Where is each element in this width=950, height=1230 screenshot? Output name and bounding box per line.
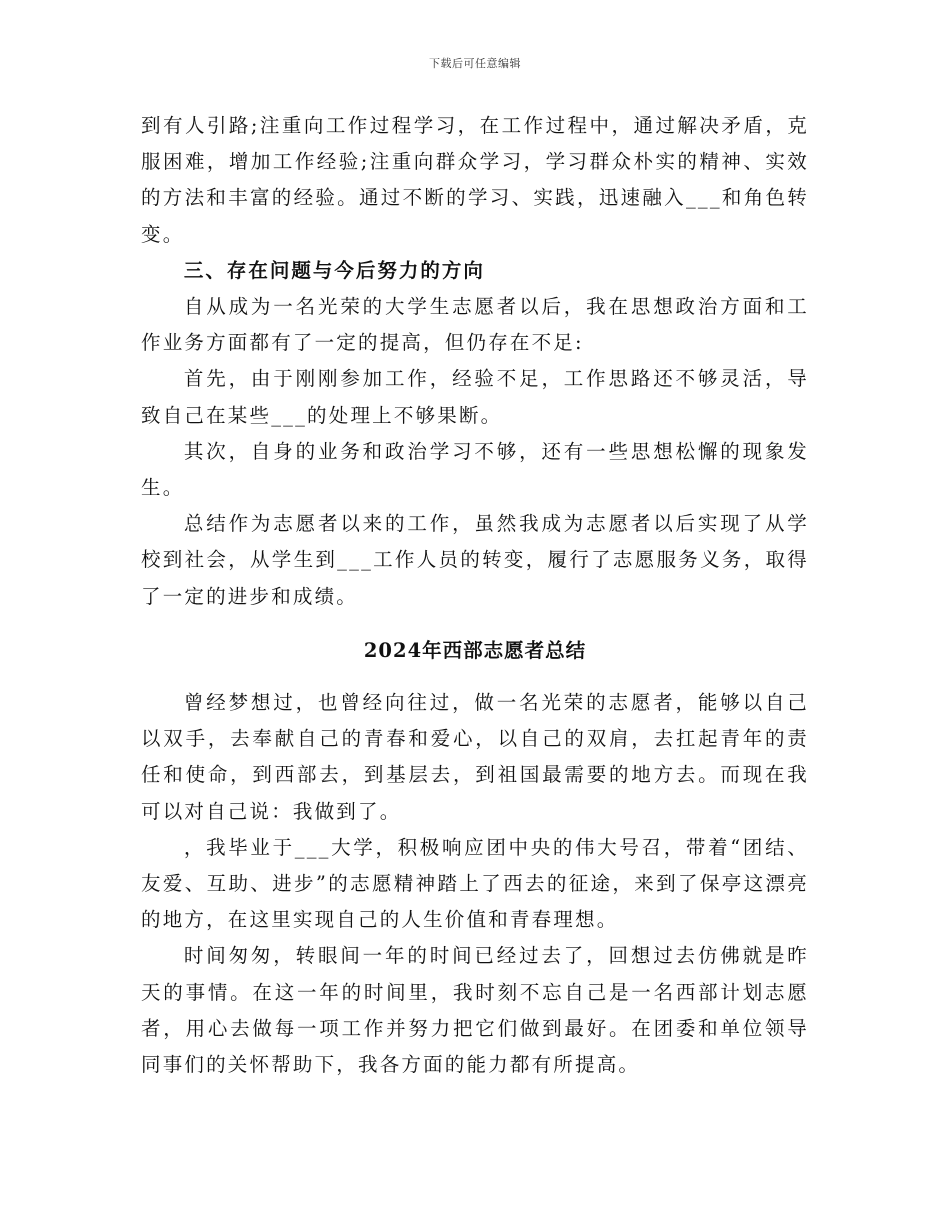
paragraph: 时间匆匆，转眼间一年的时间已经过去了，回想过去仿佛就是昨天的事情。在这一年的时间里，我时刻不忘自己是一名西部计划志愿者，用心去做每一项工作并努力把它们做到最好。在团委和单位领导同事们的关怀帮助下，我各方面的能力都有所提高。 <box>141 944 809 1077</box>
paragraph: 首先，由于刚刚参加工作，经验不足，工作思路还不够灵活，导致自己在某些___的处理上不够果断。 <box>141 367 809 427</box>
section-heading: 三、存在问题与今后努力的方向 <box>183 258 485 282</box>
paragraph: ，我毕业于___大学，积极响应团中央的伟大号召，带着“团结、友爱、互助、进步”的志愿精神踏上了西去的征途，来到了保亭这漂亮的地方，在这里实现自己的人生价值和青春理想。 <box>141 835 809 932</box>
header-note: 下载后可任意编辑 <box>429 57 521 70</box>
paragraph: 总结作为志愿者以来的工作，虽然我成为志愿者以后实现了从学校到社会，从学生到___工作人员的转变，履行了志愿服务义务，取得了一定的进步和成绩。 <box>141 512 809 608</box>
paragraph: 曾经梦想过，也曾经向往过，做一名光荣的志愿者，能够以自己以双手，去奉献自己的青春和爱心，以自己的双肩，去扛起青年的责任和使命，到西部去，到基层去，到祖国最需要的地方去。而现在我可以对自己说：我做到了。 <box>141 691 809 823</box>
paragraph: 自从成为一名光荣的大学生志愿者以后，我在思想政治方面和工作业务方面都有了一定的提高，但仍存在不足: <box>141 295 809 355</box>
paragraph: 其次，自身的业务和政治学习不够，还有一些思想松懈的现象发生。 <box>141 439 809 500</box>
document-title: 2024年西部志愿者总结 <box>363 638 587 662</box>
paragraph-continuation: 到有人引路;注重向工作过程学习，在工作过程中，通过解决矛盾，克服困难，增加工作经验;注重向群众学习，学习群众朴实的精神、实效的方法和丰富的经验。通过不断的学习、实践，迅速融入___和角色转变。 <box>141 114 809 246</box>
document-body <box>141 108 809 1083</box>
